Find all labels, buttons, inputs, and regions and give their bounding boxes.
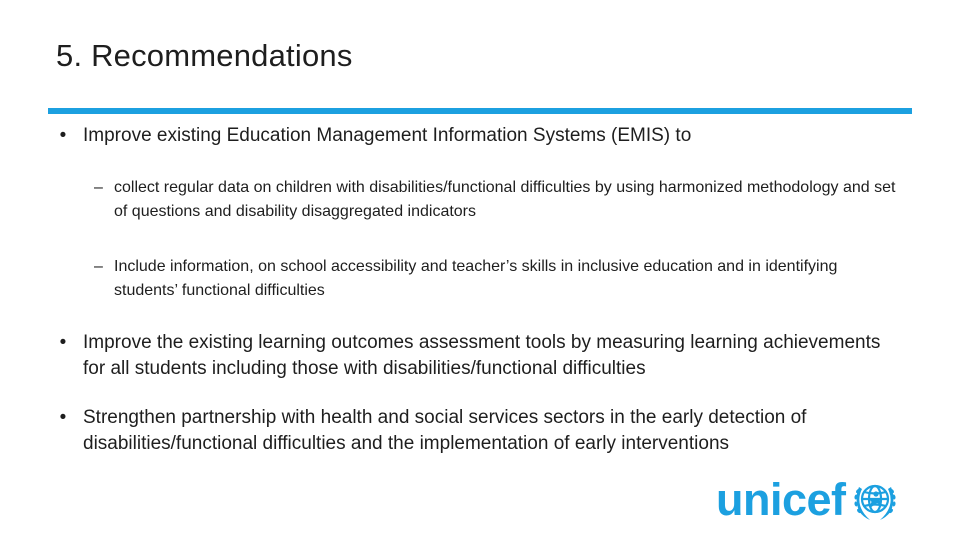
bullet-list [56, 120, 896, 457]
bullet-text: Strengthen partnership with health and social services sectors in the early detection of disabilities/functional difficulties and the implementation of early interventions [83, 407, 807, 454]
bullet-text: Improve the existing learning outcomes assessment tools by measuring learning achievements for all students including those with disabilities/functional difficulties [83, 332, 881, 379]
bullet-marker: • [59, 407, 67, 428]
slide-title: 5. Recommendations [56, 38, 353, 73]
subbullet-text: Include information, on school accessibility and teacher’s skills in inclusive education and in identifying students’ functional difficulties [114, 258, 838, 299]
subbullet-text: collect regular data on children with disabilities/functional difficulties by using harmonized methodology and set of questions and disability disaggregated indicators [114, 179, 896, 220]
unicef-logo [716, 474, 900, 526]
bullet-item [56, 405, 896, 457]
subbullet-marker: – [94, 179, 103, 196]
bullet-text: Improve existing Education Management Information Systems (EMIS) to [83, 125, 692, 146]
subbullet-item [56, 255, 896, 303]
subbullet-item [56, 176, 896, 224]
subbullet-marker: – [94, 258, 103, 275]
unicef-emblem-icon [850, 475, 900, 525]
bullet-item [56, 123, 896, 149]
bullet-item [56, 330, 896, 382]
logo-wordmark: unicef [716, 474, 846, 525]
title-divider [48, 108, 912, 114]
bullet-marker: • [59, 332, 67, 353]
bullet-marker: • [59, 125, 67, 146]
